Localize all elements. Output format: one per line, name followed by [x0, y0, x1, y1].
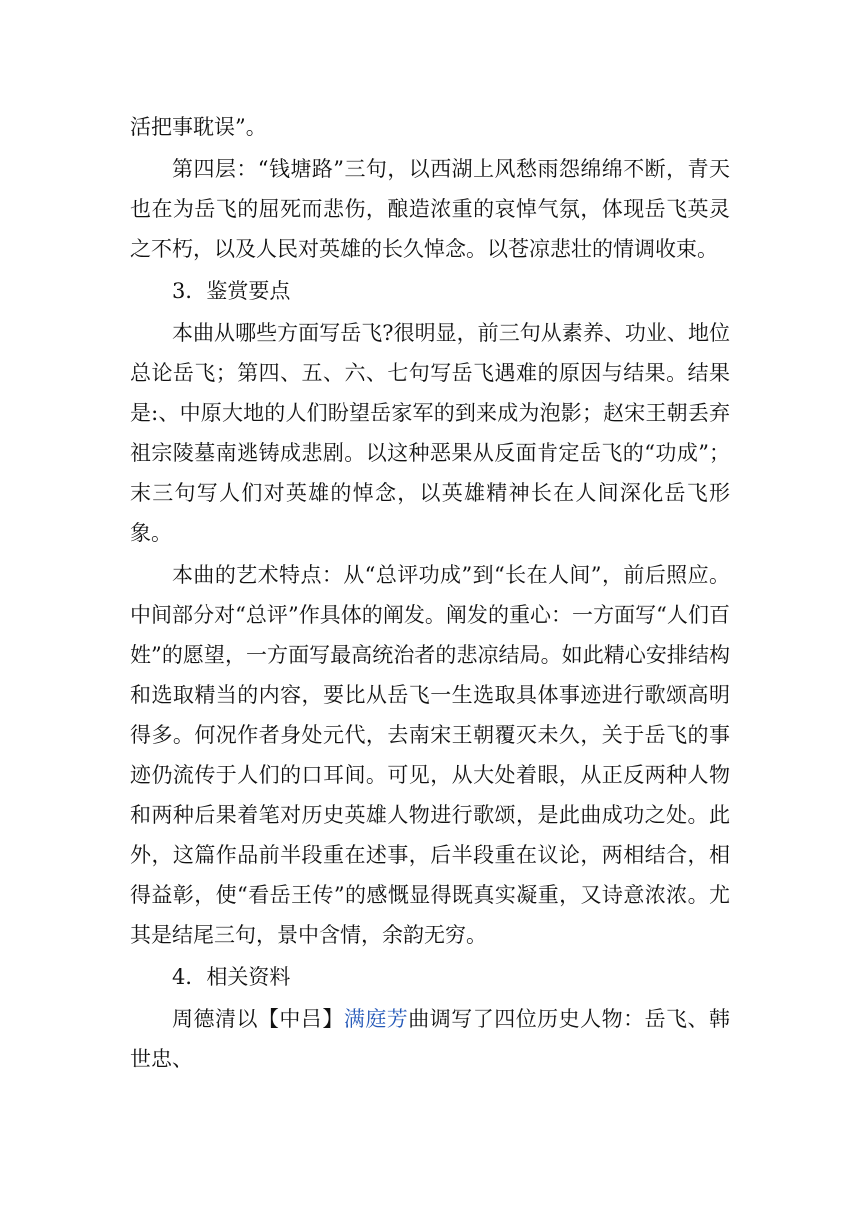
paragraph-fourth-layer: 第四层：“钱塘路”三句，以西湖上风愁雨怨绵绵不断，青天也在为岳飞的屈死而悲伤，酿造浓重的哀悼气氛，体现岳飞英灵之不朽，以及人民对英雄的长久悼念。以苍凉悲壮的情调收束。: [130, 157, 730, 261]
paragraph-artistic-features: 本曲的艺术特点：从“总评功成”到“长在人间”，前后照应。中间部分对“总评”作具体的阐发。阐发的重心：一方面写“人们百姓”的愿望，一方面写最高统治者的悲凉结局。如此精心安排结构和选取精当的内容，要比从岳飞一生选取具体事迹进行歌颂高明得多。何况作者身处元代，去南宋王朝覆灭未久，关于岳飞的事迹仍流传于人们的口耳间。可见，从大处着眼，从正反两种人物和两种后果着笔对历史英雄人物进行歌颂，是此曲成功之处。此外，这篇作品前半段重在述事，后半段重在议论，两相结合，相得益彰，使“看岳王传”的感慨显得既真实凝重，又诗意浓浓。尤其是结尾三句，景中含情，余韵无穷。: [130, 563, 730, 947]
paragraph-appreciation-points: 本曲从哪些方面写岳飞?很明显，前三句从素养、功业、地位总论岳飞；第四、五、六、七句写岳飞遇难的原因与结果。结果是:、中原大地的人们盼望岳家军的到来成为泡影；赵宋王朝丢弃祖宗陵墓南逃铸成悲剧。以这种恶果从反面肯定岳飞的“功成”；末三句写人们对英雄的悼念，以英雄精神长在人间深化岳飞形象。: [130, 321, 730, 545]
section-heading-appreciation: 3．鉴赏要点: [172, 279, 291, 303]
tune-name-link[interactable]: 满庭芳: [343, 1007, 409, 1031]
paragraph-related-materials: [130, 999, 730, 1079]
paragraph-text-before-link: 周德清以【中吕】: [172, 1007, 344, 1031]
document-body: [130, 107, 730, 1079]
section-heading-related-materials: 4．相关资料: [172, 965, 291, 989]
paragraph-continuation: 活把事耽误”。: [130, 115, 267, 139]
paragraph-text-after-link: 曲调写了四位历史人物：岳飞、韩世忠、: [130, 1007, 731, 1071]
